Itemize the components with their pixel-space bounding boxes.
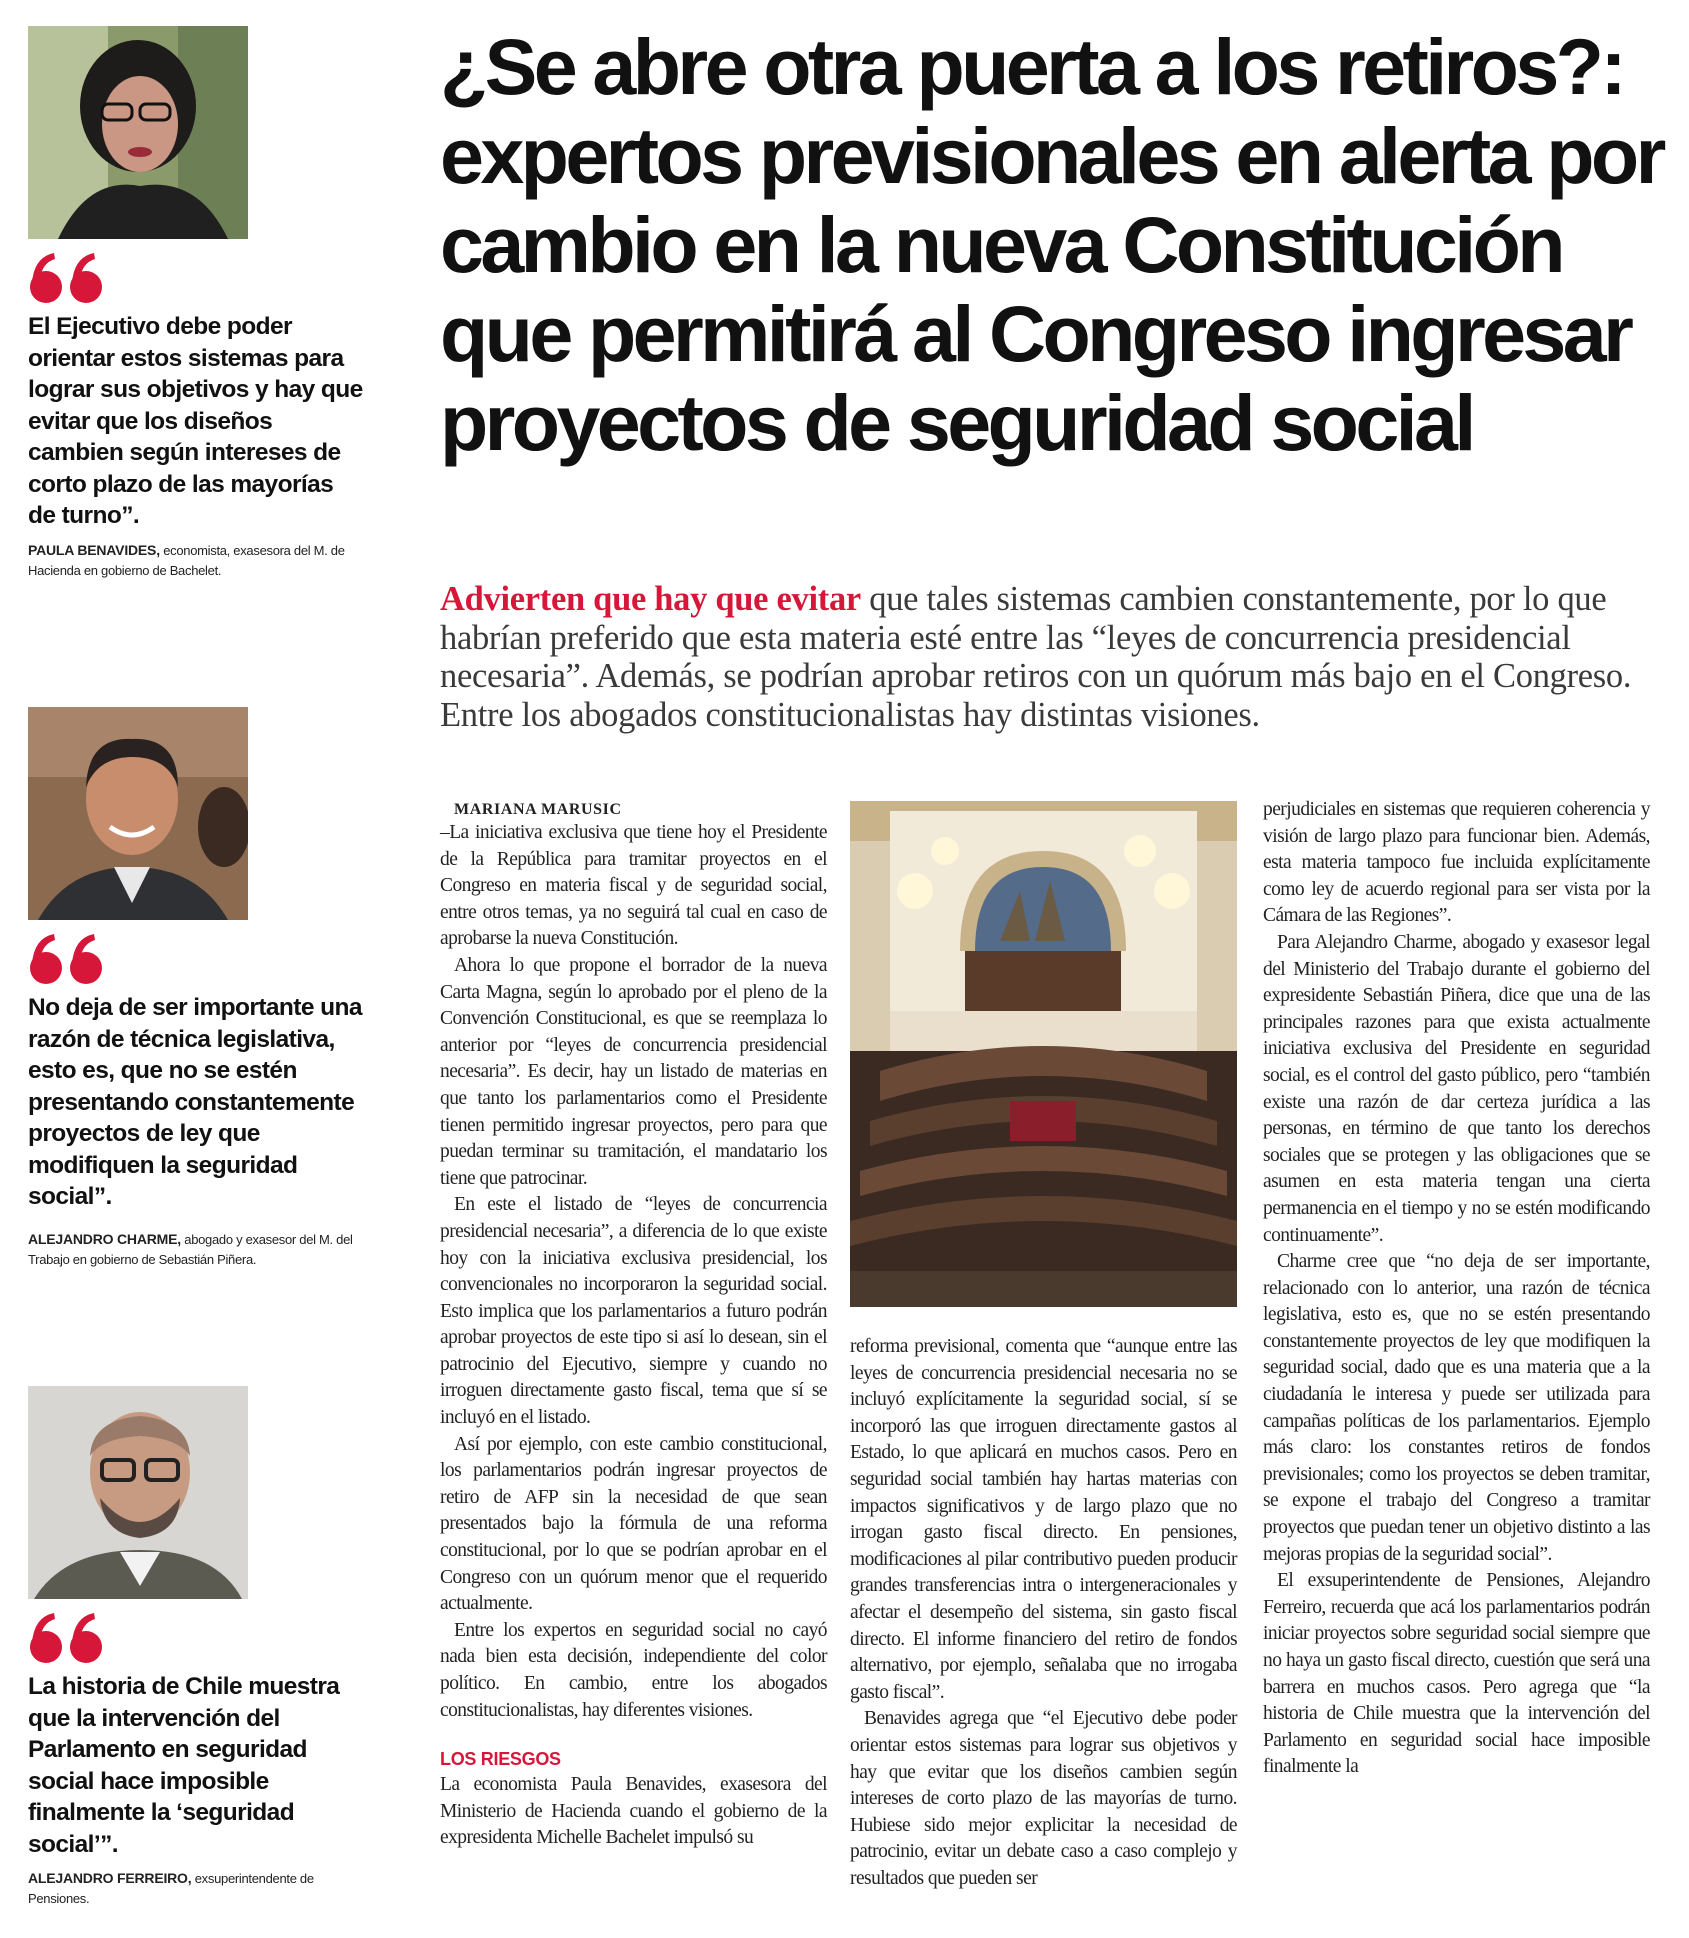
paragraph: Para Alejandro Charme, abogado y exasesor legal del Ministerio del Trabajo durante el gobierno del expresidente Sebastián Piñera, dice que una de las principales razones para que exista actualmente iniciativa exclusiva del Presidente en seguridad social, es el control del gasto público, pero “también existe una razón de dar certeza jurídica a las personas, en término de que tanto los derechos sociales que se protegen y las obligaciones que se asumen en esta materia tengan una cierta permanencia en el tiempo y no se estén modificando continuamente”. [1263, 931, 1650, 1246]
congress-chamber-photo [850, 801, 1237, 1307]
pull-quote-text: El Ejecutivo debe poder orientar estos sistemas para lograr sus objetivos y hay que evitar que los diseños cambien según intereses de corto plazo de las mayorías de turno”. [28, 313, 363, 529]
portrait-alejandro-charme [28, 707, 248, 920]
quote-mark-icon [28, 930, 128, 986]
pull-quote-text: La historia de Chile muestra que la intervención del Parlamento en seguridad social hace imposible finalmente la ‘seguridad social’”. [28, 1673, 340, 1858]
quote-attribution [28, 540, 363, 581]
paragraph: Charme cree que “no deja de ser importante, relacionado con lo anterior, una razón de técnica legislativa, esto es, que no se estén presentando constantemente proyectos de ley que modifiquen la seguridad social, dado que es una materia que a la ciudadanía le interesa y puede ser utilizada para campañas políticas de los parlamentarios. Ejemplo más claro: los constantes retiros de fondos previsionales; como los proyectos se deben tramitar, se expone el trabajo del Congreso a tramitar proyectos que puedan tener un objetivo distinto a las mejoras propias de la seguridad social”. [1263, 1251, 1650, 1565]
quote-author-role: economista, exasesora del M. de Hacienda en gobierno de Bachelet. [28, 542, 345, 578]
paragraph: perjudiciales en sistemas que requieren coherencia y visión de largo plazo para funcionar bien. Además, esta materia tampoco fue incluida explícitamente como ley de acuerdo regional para ser vista por la Cámara de las Regiones”. [1263, 799, 1650, 927]
quote-author-name: ALEJANDRO FERREIRO, [28, 1870, 192, 1886]
portrait-paula-benavides [28, 26, 248, 239]
paragraph: Entre los expertos en seguridad social no cayó nada bien esta decisión, independiente del color político. En cambio, entre los abogados constitucionalistas, hay diferentes visiones. [440, 1619, 827, 1721]
byline: MARIANA MARUSIC [454, 801, 622, 818]
quote-author-name: PAULA BENAVIDES, [28, 541, 160, 558]
article-deck [440, 580, 1665, 734]
article-column-1 [440, 800, 827, 1852]
article-column-2 [850, 1334, 1237, 1892]
portrait-alejandro-ferreiro [28, 1386, 248, 1599]
quote-author-name: ALEJANDRO CHARME, [28, 1230, 181, 1247]
section-subhead: LOS RIESGOS [440, 1749, 561, 1770]
quote-author-role: abogado y exasesor del M. del Trabajo en gobierno de Sebastián Piñera. [28, 1231, 353, 1267]
quote-author-role: exsuperintendente de Pensiones. [28, 1871, 314, 1906]
quote-mark-icon [28, 249, 128, 305]
quote-mark-icon [28, 1609, 128, 1665]
quote-attribution [28, 1229, 363, 1270]
paragraph: El exsuperintendente de Pensiones, Alejandro Ferreiro, recuerda que acá los parlamentarios podrán iniciar proyectos sobre seguridad social siempre que no haya un gasto fiscal directo, cuestión que será una barrera en muchos casos. Pero agrega que “la historia de Chile muestra que la intervención del Parlamento en seguridad social hace imposible finalmente la [1263, 1570, 1650, 1778]
paragraph: La economista Paula Benavides, exasesora del Ministerio de Hacienda cuando el gobierno de la expresidenta Michelle Bachelet impulsó su [440, 1774, 827, 1849]
paragraph: Así por ejemplo, con este cambio constitucional, los parlamentarios podrán ingresar proyectos de retiro de AFP sin la necesidad de que sean presentados bajo la fórmula de una reforma constitucional, por lo que se podrían aprobar en el Congreso con un quórum menor que el requerido actualmente. [440, 1433, 827, 1615]
deck-lead: Advierten que hay que evitar [440, 580, 861, 618]
paragraph: Benavides agrega que “el Ejecutivo debe poder orientar estos sistemas para lograr sus objetivos y hay que evitar que los diseños cambien según intereses de corto plazo de las mayorías de turno. Hubiese sido mejor explicitar la necesidad de patrocinio, evitar un debate caso a caso complejo y resultados que pueden ser [850, 1708, 1237, 1889]
sidebar-quote-3 [28, 1386, 363, 1909]
paragraph: En este el listado de “leyes de concurrencia presidencial necesaria”, a diferencia de lo que existe hoy con la iniciativa exclusiva presidencial, los convencionales no incorporaron la seguridad social. Esto implica que los parlamentarios a futuro podrán aprobar proyectos de este tipo si así lo desean, sin el patrocinio del Ejecutivo, siempre y cuando no irroguen directamente gasto fiscal, tema que sí se incluyó en el listado. [440, 1194, 827, 1429]
sidebar-quote-1 [28, 26, 363, 581]
deck-text: que tales sistemas cambien constantemente, por lo que habrían preferido que esta materia esté entre las “leyes de concurrencia presidencial necesaria”. Además, se podrían aprobar retiros con un quórum más bajo en el Congreso. Entre los abogados constitucionalistas hay distintas visiones. [440, 580, 1632, 734]
sidebar-quote-2 [28, 707, 363, 1270]
quote-attribution [28, 1868, 363, 1909]
paragraph: reforma previsional, comenta que “aunque entre las leyes de concurrencia presidencial necesaria no se incluyó explícitamente la seguridad social, sí se incorporó las que irroguen directamente gastos al Estado, lo que aplicará en muchos casos. Pero en seguridad social también hay hartas materias con impactos significativos y de largo plazo que no irrogan gasto fiscal directo. En pensiones, modificaciones al pilar contributivo pueden producir grandes transferencias intra o intergeneracionales y afectar el desempeño del sistema, sin gasto fiscal directo. El informe financiero del retiro de fondos alternativo, por ejemplo, señalaba que no irrogaba gasto fiscal”. [850, 1336, 1237, 1703]
article-column-3 [1263, 797, 1650, 1781]
paragraph: –La iniciativa exclusiva que tiene hoy el Presidente de la República para tramitar proyectos en el Congreso en materia fiscal y de seguridad social, entre otros temas, ya no seguirá tal cual en caso de aprobarse la nueva Constitución. [440, 822, 827, 950]
pull-quote-text: No deja de ser importante una razón de técnica legislativa, esto es, que no se estén presentando constantemente proyectos de ley que modifiquen la seguridad social”. [28, 994, 362, 1210]
paragraph: Ahora lo que propone el borrador de la nueva Carta Magna, según lo aprobado por el pleno de la Convención Constitucional, es que se reemplaza lo anterior por “leyes de concurrencia presidencial necesaria”. Es decir, hay un listado de materias en que tanto los parlamentarios como el Presidente tienen permitido ingresar proyectos, pero para que puedan terminar su tramitación, el mandatario los tiene que patrocinar. [440, 954, 827, 1189]
article-headline: ¿Se abre otra puerta a los retiros?: expertos previsionales en alerta por cambio en la nueva Constitución que permitirá al Congreso ingresar proyectos de seguridad social [440, 22, 1663, 467]
